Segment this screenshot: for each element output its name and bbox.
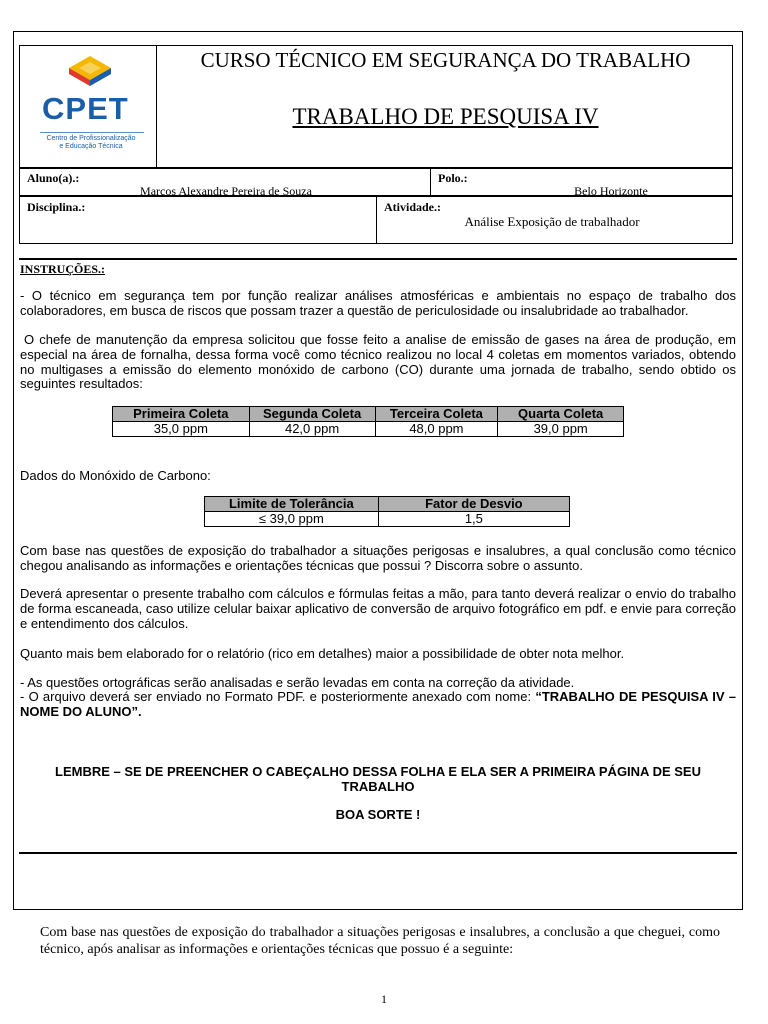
- co-table: [204, 496, 570, 527]
- disciplina-box: [19, 196, 377, 244]
- instructions-heading: INSTRUÇÕES.:: [20, 262, 106, 276]
- paragraph-6a: - As questões ortográficas serão analisadas e serão levadas em conta na correção da atividade.: [20, 675, 575, 690]
- logo: [20, 46, 157, 167]
- paragraph-6b: [20, 690, 736, 720]
- table-row: [113, 407, 624, 422]
- table-header-cell: Limite de Tolerância: [205, 497, 379, 512]
- aluno-value[interactable]: Marcos Alexandre Pereira de Souza: [140, 184, 312, 198]
- aluno-label: Aluno(a).:: [27, 171, 80, 185]
- collections-table: [112, 406, 624, 437]
- table-cell: 35,0 ppm: [113, 422, 250, 437]
- file-instruction: - O arquivo deverá ser enviado no Formato PDF. e posteriormente anexado com nome:: [20, 689, 536, 704]
- table-row: [205, 512, 570, 527]
- atividade-value[interactable]: Análise Exposição de trabalhador: [464, 214, 640, 229]
- page-number: 1: [381, 992, 387, 1006]
- course-title: CURSO TÉCNICO EM SEGURANÇA DO TRABALHO: [200, 48, 691, 72]
- paragraph-4: Deverá apresentar o presente trabalho com cálculos e fórmulas feitas a mão, para tanto deverá realizar o envio do trabalho de forma escaneada, caso utilize celular baixar aplicativo de conversão de arquivo fotográfico em pdf. e envie para correção e entendimento dos cálculos.: [20, 586, 736, 631]
- table-header-cell: Segunda Coleta: [249, 407, 375, 422]
- aluno-box: [19, 168, 431, 196]
- logo-text: CPET: [42, 91, 129, 126]
- disciplina-label: Disciplina.:: [27, 200, 86, 214]
- table-cell: ≤ 39,0 ppm: [205, 512, 379, 527]
- table-header-cell: Fator de Desvio: [378, 497, 569, 512]
- logo-divider: [40, 132, 144, 133]
- paragraph-5: Quanto mais bem elaborado for o relatório (rico em detalhes) maior a possibilidade de obter nota melhor.: [20, 646, 625, 661]
- polo-label: Polo.:: [438, 171, 468, 185]
- table-header-cell: Primeira Coleta: [113, 407, 250, 422]
- reminder-text: LEMBRE – SE DE PREENCHER O CABEÇALHO DESSA FOLHA E ELA SER A PRIMEIRA PÁGINA DE SEU TRABALHO: [55, 764, 701, 794]
- polo-box: [430, 168, 733, 196]
- paragraph-3: Com base nas questões de exposição do trabalhador a situações perigosas e insalubres, a qual conclusão como técnico chegou analisando as informações e orientações técnicas que possui ? Discorra sobre o assunto.: [20, 543, 736, 573]
- section-divider-bottom: [19, 852, 737, 854]
- atividade-box: [376, 196, 733, 244]
- paragraph-1: - O técnico em segurança tem por função realizar análises atmosféricas e ambientais no espaço de trabalho dos colaboradores, em busca de riscos que possam trazer a questão de periculosidade ou insalubridade ao trabalhador.: [20, 288, 736, 318]
- atividade-label: Atividade.:: [384, 200, 441, 214]
- polo-value[interactable]: Belo Horizonte: [574, 184, 648, 198]
- table-cell: 42,0 ppm: [249, 422, 375, 437]
- logo-tagline-1: Centro de Profissionalização: [46, 135, 136, 142]
- table-row: [113, 422, 624, 437]
- document-header: [19, 45, 733, 168]
- answer-paragraph[interactable]: Com base nas questões de exposição do trabalhador a situações perigosas e insalubres, a conclusão a que cheguei, como técnico, após analisar as informações e orientações técnicas que possuo é a seguinte:: [40, 925, 720, 957]
- file-name-format: “TRABALHO DE PESQUISA IV – NOME DO ALUNO”.: [20, 689, 737, 719]
- table-row: [205, 497, 570, 512]
- co-heading: Dados do Monóxido de Carbono:: [20, 468, 211, 483]
- table-cell: 48,0 ppm: [375, 422, 498, 437]
- table-cell: 39,0 ppm: [498, 422, 624, 437]
- table-header-cell: Terceira Coleta: [375, 407, 498, 422]
- diamond-logo-icon: [65, 56, 115, 90]
- paragraph-2: O chefe de manutenção da empresa solicitou que fosse feito a analise de emissão de gases na área de produção, em especial na área de fornalha, dessa forma você como técnico realizou no local 4 coletas em momentos variados, obtendo no multigases a emissão do elemento monóxido de carbono (CO) durante uma jornada de trabalho, sendo obtido os seguintes resultados:: [20, 332, 736, 392]
- section-divider-top: [19, 258, 737, 260]
- logo-tagline-2: e Educação Técnica: [59, 143, 123, 150]
- good-luck-text: BOA SORTE !: [335, 807, 421, 822]
- table-header-cell: Quarta Coleta: [498, 407, 624, 422]
- work-title: TRABALHO DE PESQUISA IV: [292, 104, 599, 129]
- table-cell: 1,5: [378, 512, 569, 527]
